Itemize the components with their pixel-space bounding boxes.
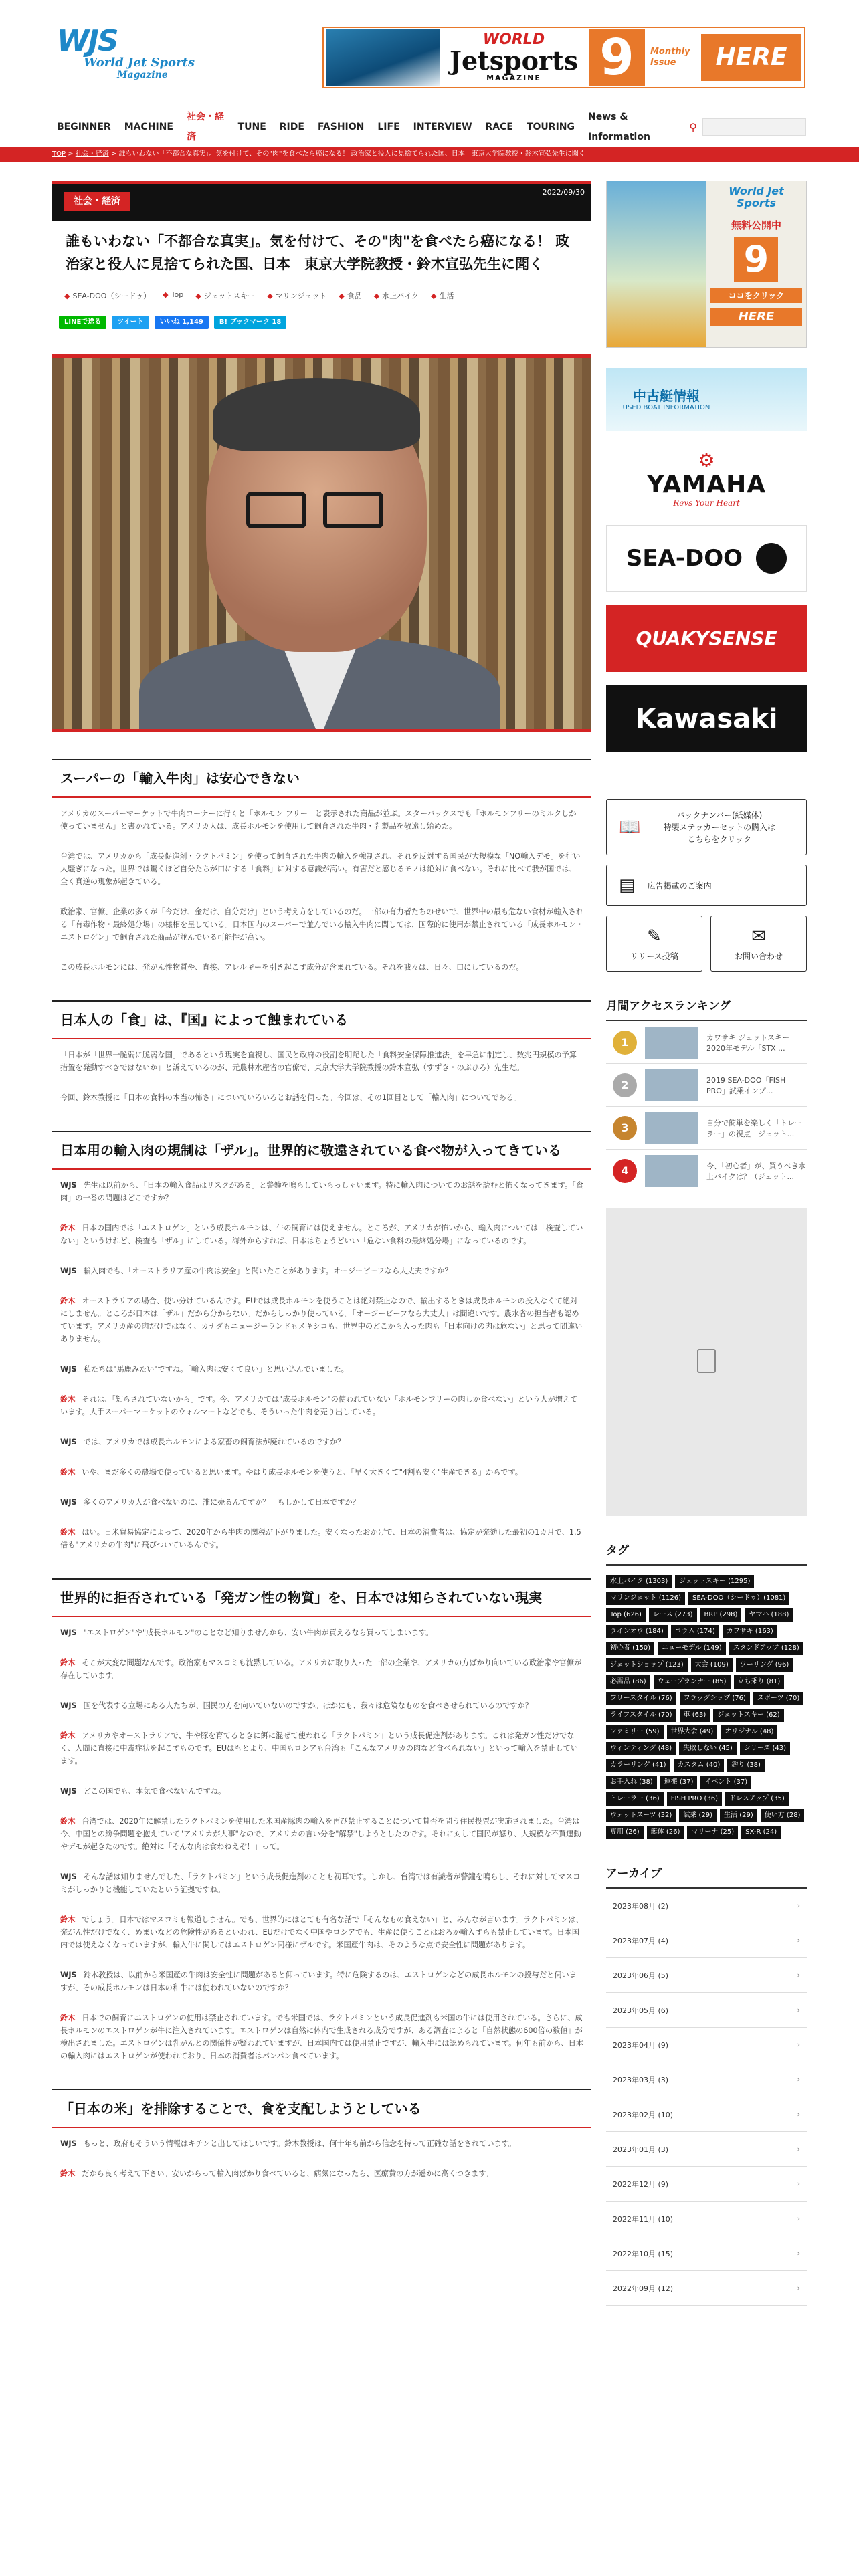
breadcrumb-category[interactable]: 社会・経済: [75, 150, 109, 158]
tag-cloud-item[interactable]: シリーズ (43): [740, 1742, 790, 1755]
nav-ride[interactable]: RIDE: [279, 122, 304, 132]
tag-cloud-item[interactable]: SX-R (24): [741, 1826, 781, 1839]
speaker-label: 鈴木: [60, 1817, 76, 1826]
chevron-right-icon: ›: [797, 1971, 800, 1979]
tag-link[interactable]: [163, 290, 183, 301]
contact-button[interactable]: [710, 916, 807, 972]
dialogue-text: でしょう。日本ではマスコミも報道しません。でも、世界的にはとても有名な話で「そんなもの食えない」と、みんなが言います。ラクトパミンは、発がん性だけでなく、めまいなどの危険性があるといわれ、EUだけでなく中国やロシアでも、生産に使うことはおろか輸入すらも禁止しています。日本国内では使えなくなっていますが、輸入牛に関してはエストロゲン同様にザルです。米国産牛肉は、そのような点で安全性に問題があります。: [60, 1915, 583, 1949]
speaker-label: WJS: [60, 1872, 77, 1881]
breadcrumb-home[interactable]: TOP: [52, 150, 66, 158]
archive-item[interactable]: [606, 1923, 807, 1958]
archive-item[interactable]: [606, 2236, 807, 2271]
facebook-like-button[interactable]: いいね 1,149: [155, 316, 209, 329]
broken-image-icon: [697, 1349, 716, 1373]
banner-world: WORLD: [482, 31, 545, 48]
nav-race[interactable]: RACE: [485, 122, 513, 132]
logo-line1: WJS: [57, 24, 118, 58]
seadoo-banner[interactable]: [606, 525, 807, 592]
tag-cloud-item[interactable]: ウェットスーツ (32): [606, 1809, 676, 1822]
tag-cloud-item[interactable]: カスタム (40): [674, 1759, 725, 1772]
pencil-icon: ✎: [647, 926, 662, 946]
tag-cloud-item[interactable]: ジェットスキー (62): [713, 1709, 783, 1722]
nav-life[interactable]: LIFE: [377, 122, 400, 132]
dialogue-text: アメリカやオーストラリアで、牛や豚を育てるときに餌に混ぜて使われる「ラクトパミン」という成長促進剤があります。これは発ガン性だけでなく、人間に直接に中毒症状を起こすものです。EUはもとより、中国もロシアも台湾も「こんなアメリカの肉など食べられない」といって輸入を禁止しています。: [60, 1731, 579, 1765]
release-button[interactable]: [606, 916, 702, 972]
archive-label: 2023年08月 (2): [613, 1901, 669, 1911]
tag-cloud-item[interactable]: レース (273): [649, 1608, 697, 1622]
hero-glasses: [323, 492, 383, 528]
paragraph: 台湾では、アメリカから「成長促進剤・ラクトパミン」を使って飼育された牛肉の輸入を強制され、それを反対する国民が大規模な「NO輸入デモ」を行い大騒ぎになった。世界では驚くほど自分たちが口にする「食料」に対する意識が高い。有害だと感じるモノは絶対に食べない。それに比べて我が国では、全く真逆の現象が起きている。: [60, 852, 581, 886]
chevron-right-icon: ›: [797, 2214, 800, 2223]
paragraph: 今回、鈴木教授に「日本の食料の本当の怖さ」についていろいろとお話を伺った。今回は、その1回目として「輸入肉」についてである。: [60, 1093, 522, 1102]
dialogue-line: [60, 1466, 583, 1479]
quicksense-name: QUAKYSENSE: [636, 627, 777, 649]
archive-list: [606, 1889, 807, 2306]
brp-logo-icon: [756, 543, 787, 574]
section-heading: スーパーの「輸入牛肉」は安心できない: [52, 759, 591, 798]
archive-label: 2023年05月 (6): [613, 2006, 669, 2015]
archive-label: 2023年01月 (3): [613, 2145, 669, 2154]
speaker-label: WJS: [60, 1628, 77, 1637]
contact-buttons: [606, 916, 807, 972]
dialogue-text: それは、「知らされていないから」です。今、アメリカでは"成長ホルモン"の使われていない「ホルモンフリーの肉しか食べない」という人が増えています。大手スーパーマーケットのウォルマートなどでも、そういった牛肉を売り出している。: [60, 1395, 578, 1416]
tag-cloud-item[interactable]: 試乗 (29): [679, 1809, 717, 1822]
line-share-button[interactable]: LINEで送る: [59, 316, 106, 329]
tag-cloud-item[interactable]: ウェーブランナー (85): [654, 1675, 731, 1689]
nav-news[interactable]: News & Information: [588, 112, 650, 142]
tag-cloud-item[interactable]: ジェットショップ (123): [606, 1658, 688, 1672]
magazine-ad-issue: 9: [734, 237, 778, 282]
site-logo[interactable]: [57, 24, 207, 87]
tag-icon: ◆: [195, 292, 201, 300]
nav-tune[interactable]: TUNE: [237, 122, 266, 132]
banner-here-button: HERE: [701, 34, 801, 81]
magazine-cover: [607, 181, 706, 347]
nav-fashion[interactable]: FASHION: [317, 122, 365, 132]
tag-label: 生活: [439, 292, 454, 300]
tweet-button[interactable]: ツイート: [112, 316, 149, 329]
speaker-label: WJS: [60, 1267, 77, 1275]
backnumber-button[interactable]: [606, 799, 807, 855]
used-boat-banner[interactable]: [606, 368, 807, 431]
dialogue-line: [60, 1656, 583, 1682]
yamaha-tagline: Revs Your Heart: [673, 498, 740, 508]
tag-label: Top: [171, 290, 184, 299]
dialogue-text: どこの国でも、本気で食べないんですね。: [83, 1787, 226, 1796]
tag-cloud-item[interactable]: イベント (37): [700, 1776, 751, 1789]
archive-label: 2022年09月 (12): [613, 2284, 674, 2293]
ad-placeholder: [606, 1208, 807, 1516]
tag-label: 水上バイク: [382, 292, 419, 300]
yamaha-logo-icon: ⚙: [698, 449, 715, 471]
archive-label: 2022年10月 (15): [613, 2249, 674, 2258]
tag-link[interactable]: [339, 290, 361, 301]
dialogue-text: 鈴木教授は、以前から米国産の牛肉は安全性に問題があると仰っています。特に危険するのは、エストロゲンなどの成長ホルモンの投与だと伺いますが、その成長ホルモンは日本の和牛には使われていないのですか？: [60, 1971, 577, 1992]
rank-thumbnail: [645, 1027, 698, 1059]
tag-link[interactable]: [431, 290, 454, 301]
speaker-label: 鈴木: [60, 1915, 76, 1924]
ranking-heading: 月間アクセスランキング: [606, 998, 807, 1021]
tag-cloud-item[interactable]: BRP (298): [700, 1608, 742, 1622]
seadoo-name: SEA-DOO: [626, 545, 743, 572]
ranking-item[interactable]: [606, 1064, 807, 1107]
tag-cloud-item[interactable]: マリーナ (25): [687, 1826, 738, 1839]
dialogue-line: [60, 1526, 583, 1551]
kawasaki-name: Kawasaki: [635, 704, 778, 734]
speaker-label: 鈴木: [60, 1528, 76, 1537]
site-header: [0, 0, 859, 110]
tag-label: SEA-DOO（シードゥ）: [72, 292, 151, 300]
tag-cloud-item[interactable]: スポーツ (70): [753, 1692, 803, 1705]
rank-badge: 3: [613, 1116, 637, 1140]
dialogue-line: [60, 2167, 583, 2180]
archive-item[interactable]: [606, 2097, 807, 2132]
nav-touring[interactable]: TOURING: [526, 122, 575, 132]
speaker-label: WJS: [60, 1498, 77, 1507]
page-title: 誰もいわない「不都合な真実」。気を付けて、その"肉"を食べたら癌になる！ 政治家と役人に見捨てられた国、日本 東京大学院教授・鈴木宣弘先生に聞く: [66, 233, 570, 272]
archive-item[interactable]: [606, 2202, 807, 2236]
used-boat-subtitle: USED BOAT INFORMATION: [622, 404, 710, 411]
tag-link[interactable]: [267, 290, 326, 301]
tag-icon: ◆: [163, 290, 169, 299]
search-icon[interactable]: ⚲: [689, 120, 697, 134]
nav-society-economy[interactable]: 社会・経済: [186, 112, 224, 142]
magazine-ad-free: 無料公開中: [731, 219, 781, 231]
release-label: リリース投稿: [630, 951, 678, 961]
tag-cloud-item[interactable]: 釣り (38): [727, 1759, 765, 1772]
dialogue-line: [60, 1363, 583, 1376]
dialogue-line: [60, 1265, 583, 1277]
archive-item[interactable]: [606, 2028, 807, 2062]
article: [52, 181, 591, 2180]
chevron-right-icon: ›: [797, 2179, 800, 2188]
tag-cloud-item[interactable]: ドレスアップ (35): [725, 1792, 789, 1806]
archive-item[interactable]: [606, 1993, 807, 2028]
logo-line3: Magazine: [117, 70, 168, 80]
backnumber-label: バックナンバー(紙媒体) 特製ステッカーセットの購入は こちらをクリック: [663, 811, 776, 844]
sidebar: [606, 181, 807, 2306]
logo-line2: World Jet Sports: [84, 56, 195, 70]
yamaha-name: YAMAHA: [646, 470, 767, 498]
rank-badge: 1: [613, 1031, 637, 1055]
dialogue-text: 日本での飼育にエストロゲンの使用は禁止されています。でも米国では、ラクトパミンという成長促進剤も米国の牛には使用されている。さらに、成長ホルモンのエストロゲンが牛に注入されています。エストロゲンは自然に体内で生成される成分ですが、ある調査によると「自然状態の600倍の数値」が検出されました。エストロゲンは乳がんとの関係性が疑われていますが、日本国内では使用禁止ですが、輸入牛には認められています。何年も前から、日本の輸入肉にはエストロゲンが使われており、日本の消費者はパンパン食べています。: [60, 2014, 584, 2060]
banner-issue-number: 9: [589, 29, 645, 86]
tag-icon: ◆: [373, 292, 380, 300]
tag-cloud-item[interactable]: 世界大会 (49): [667, 1725, 718, 1739]
dialogue-line: [60, 1295, 583, 1346]
tag-cloud-item[interactable]: マリンジェット (1126): [606, 1592, 685, 1605]
tag-cloud-item[interactable]: ウィンティング (48): [606, 1742, 676, 1755]
dialogue-line: [60, 1436, 583, 1448]
kawasaki-banner[interactable]: [606, 685, 807, 752]
section-heading: 日本人の「食」は、『国』によって蝕まれている: [52, 1000, 591, 1039]
search-input[interactable]: [702, 118, 806, 136]
magazine-ad-text: [706, 181, 806, 347]
tag-cloud-item[interactable]: ジェットスキー (1295): [675, 1575, 754, 1588]
dialogue-line: [60, 1626, 583, 1639]
paragraph: 政治家、官僚、企業の多くが「今だけ、金だけ、自分だけ」という考え方をしているのだ。一部の有力者たちのせいで、世界中の最も危ない食材が輸入される「有毒作物・最終処分場」の様相を呈している。日本国内のスーパーで並んでいる輸入牛肉に関しては、国際的に使用が禁止されている「成長ホルモン・エストロゲン」で飼育された商品が並んでいる可能性が高い。: [60, 907, 584, 942]
speaker-label: WJS: [60, 1787, 77, 1796]
archive-item[interactable]: [606, 2167, 807, 2202]
tag-cloud-item[interactable]: 立ち乗り (81): [734, 1675, 785, 1689]
tag-cloud-item[interactable]: オリジナル (48): [721, 1725, 777, 1739]
archive-item[interactable]: [606, 1889, 807, 1923]
dialogue-text: だから良く考えて下さい。安いからって輸入肉ばかり食べていると、病気になったら、医療費の方が遥かに高くつきます。: [82, 2169, 493, 2178]
speaker-label: WJS: [60, 1438, 77, 1446]
breadcrumb-separator: >: [110, 150, 119, 158]
speaker-label: WJS: [60, 1701, 77, 1710]
rank-thumbnail: [645, 1112, 698, 1144]
rank-title: カワサキ ジェットスキー2020年モデル「STX ...: [706, 1033, 790, 1053]
dialogue-line: [60, 1222, 583, 1247]
dialogue-line: [60, 1393, 583, 1418]
archive-item[interactable]: [606, 1958, 807, 1993]
ad-info-button[interactable]: [606, 865, 807, 906]
speaker-label: 鈴木: [60, 1224, 76, 1232]
tag-cloud-item[interactable]: ラインオウ (184): [606, 1625, 668, 1638]
magazine-free-ad[interactable]: [606, 181, 807, 348]
tag-icon: ◆: [431, 292, 437, 300]
banner-jetsports: Jetsports: [450, 45, 578, 76]
rank-thumbnail: [645, 1069, 698, 1101]
document-icon: ▤: [619, 875, 636, 895]
tag-icon: ◆: [64, 292, 70, 300]
speaker-label: WJS: [60, 1365, 77, 1374]
paragraph: この成長ホルモンには、発がん性物質や、直接、アレルギーを引き起こす成分が含まれている。それを我々は、日々、口にしているのだ。: [60, 963, 524, 972]
rank-title: 自分で簡単を楽しく「トレーラー」の視点 ジェット...: [706, 1118, 802, 1138]
tag-label: 食品: [347, 292, 362, 300]
tag-label: マリンジェット: [275, 292, 327, 300]
post-header: [52, 181, 591, 221]
tag-cloud-item[interactable]: フラッグシップ (76): [680, 1692, 750, 1705]
chevron-right-icon: ›: [797, 1936, 800, 1945]
tag-cloud-item[interactable]: 使い方 (28): [761, 1809, 805, 1822]
ad-info-label: 広告掲載のご案内: [647, 881, 712, 891]
speaker-label: 鈴木: [60, 2014, 76, 2022]
dialogue-text: 台湾では、2020年に解禁したラクトパミンを使用した米国産豚肉の輸入を再び禁止することについて賛否を問う住民投票が実施されました。台湾は今、中国との紛争問題を抱えていて"アメリカが大事"なので、アメリカの言い分を"解禁"しようとしたのです。それに対して国民が怒り、大規模な不買運動やデモが起きたのです。絶対に「そんな肉は食わねえぞ！」って。: [60, 1817, 581, 1851]
speaker-label: 鈴木: [60, 1297, 76, 1305]
hero-hair: [213, 378, 420, 451]
nav-interview[interactable]: INTERVIEW: [413, 122, 472, 132]
dialogue-line: [60, 1729, 583, 1767]
dialogue-line: [60, 1969, 583, 1994]
banner-monthly: Monthly Issue: [650, 47, 690, 68]
section-heading: 「日本の米」を排除することで、食を支配しようとしている: [52, 2089, 591, 2128]
archive-label: 2023年03月 (3): [613, 2075, 669, 2084]
archive-label: 2023年06月 (5): [613, 1971, 669, 1980]
tag-cloud-item[interactable]: ライフスタイル (70): [606, 1709, 676, 1722]
banner-title: [450, 33, 578, 82]
archive-label: 2022年11月 (10): [613, 2214, 674, 2224]
dialogue-line: [60, 1699, 583, 1712]
dialogue-text: "エストロゲン"や"成長ホルモン"のことなど知りませんから、安い牛肉が買えるなら買ってしまいます。: [83, 1628, 434, 1637]
speaker-label: 鈴木: [60, 1731, 76, 1740]
tag-cloud-item[interactable]: 生活 (29): [720, 1809, 757, 1822]
dialogue-text: 先生は以前から、「日本の輸入食品はリスクがある」と警鐘を鳴らしていらっしゃいます。特に輸入肉についてのお話を読むと怖くなってきます。「食肉」の一番の問題はどこですか？: [60, 1181, 583, 1202]
mail-icon: ✉: [751, 926, 766, 946]
tag-cloud-item[interactable]: お手入れ (38): [606, 1776, 657, 1789]
dialogue-line: [60, 2012, 583, 2062]
dialogue-line: [60, 1496, 583, 1509]
tag-cloud-item[interactable]: コラム (174): [671, 1625, 719, 1638]
tag-cloud-item[interactable]: Top (626): [606, 1608, 646, 1622]
section-heading: 日本用の輸入肉の規制は「ザル」。世界的に敬遠されている食べ物が入ってきている: [52, 1131, 591, 1170]
magazine-ad-here: HERE: [710, 308, 802, 326]
tags-heading: タグ: [606, 1543, 807, 1566]
dialogue-text: そんな話は知りませんでした、「ラクトパミン」という成長促進剤のことも初耳です。しかし、台湾では有識者が警鐘を鳴らし、それに対してマスコミがしっかりと機能していたという証拠ですね。: [60, 1872, 581, 1894]
dialogue-line: [60, 1815, 583, 1853]
hero-glasses: [246, 492, 306, 528]
dialogue-text: いや、まだ多くの農場で使っていると思います。やはり成長ホルモンを使うと、「早く大きくて"4割も安く"生産できる」からです。: [82, 1468, 522, 1477]
hero-image: [52, 354, 591, 732]
rank-title: 2019 SEA-DOO「FISH PRO」試乗インプ...: [706, 1075, 786, 1095]
banner-photo: [326, 29, 440, 86]
breadcrumb-separator: >: [68, 150, 76, 158]
dialogue-line: [60, 2137, 583, 2150]
chevron-right-icon: ›: [797, 1901, 800, 1910]
quicksense-banner[interactable]: [606, 605, 807, 672]
tag-cloud-item[interactable]: ファミリー (59): [606, 1725, 664, 1739]
tag-cloud-item[interactable]: 必需品 (86): [606, 1675, 650, 1689]
chevron-right-icon: ›: [797, 2249, 800, 2258]
archive-heading: アーカイブ: [606, 1866, 807, 1889]
chevron-right-icon: ›: [797, 2110, 800, 2119]
dialogue-line: [60, 1870, 583, 1896]
magazine-icon: 📖: [619, 817, 641, 837]
chevron-right-icon: ›: [797, 2006, 800, 2014]
dialogue-text: そこが大変な問題なんです。政治家もマスコミも沈黙している。アメリカに取り入った一部の企業や、アメリカの方ばかり向いている政治家や官僚が存在しています。: [60, 1658, 582, 1680]
paragraph: アメリカのスーパーマーケットで牛肉コーナーに行くと「ホルモン フリー」と表示された商品が並ぶ。スターバックスでも「ホルモンフリーのミルクしか使っていません」と書かれている。アメリカ人は、成長ホルモンを使用して飼育された牛肉・乳製品を敬遠し始めた。: [60, 809, 577, 831]
magazine-ad-click: ココをクリック: [710, 288, 802, 303]
dialogue-text: 国を代表する立場にある人たちが、国民の方を向いていないのですか。ほかにも、我々は危険なものを食べさせられているのですか？: [83, 1701, 533, 1710]
tag-cloud-item[interactable]: 車 (63): [680, 1709, 710, 1722]
tag-cloud-item[interactable]: 初心者 (150): [606, 1642, 654, 1655]
dialogue-line: [60, 1785, 583, 1798]
tag-cloud-item[interactable]: スタンドアップ (128): [729, 1642, 803, 1655]
hatena-bookmark-button[interactable]: B! ブックマーク 18: [214, 316, 286, 329]
dialogue-line: [60, 1913, 583, 1951]
rank-title: 今、「初心者」が、買うべき水上バイクは？（ジェット...: [706, 1161, 806, 1181]
dialogue-text: 輸入肉でも、「オーストラリア産の牛肉は安全」と聞いたことがあります。オージービーフなら大丈夫ですか？: [83, 1267, 452, 1275]
tag-cloud-item[interactable]: 水上バイク (1303): [606, 1575, 672, 1588]
share-buttons: [59, 316, 591, 329]
speaker-label: WJS: [60, 1971, 77, 1979]
nav-beginner[interactable]: BEGINNER: [57, 122, 111, 132]
ranking-item[interactable]: [606, 1150, 807, 1192]
breadcrumb-current: 誰もいわない「不都合な真実」。気を付けて、その"肉"を食べたら癌になる！ 政治家と役人に見捨てられた国、日本 東京大学院教授・鈴木宣弘先生に聞く: [118, 150, 585, 158]
rank-badge: 2: [613, 1073, 637, 1097]
tag-cloud-item[interactable]: フリースタイル (76): [606, 1692, 676, 1705]
dialogue-line: [60, 1179, 583, 1204]
breadcrumb: [0, 147, 859, 162]
tag-cloud-item[interactable]: SEA-DOO（シードゥ）(1081): [688, 1592, 789, 1605]
tag-cloud-item[interactable]: カラーリング (41): [606, 1759, 670, 1772]
ranking-item[interactable]: [606, 1107, 807, 1150]
speaker-label: 鈴木: [60, 1658, 76, 1667]
dialogue-text: はい。日米貿易協定によって、2020年から牛肉の関税が下がりました。安くなったおかげで、日本の消費者は、協定が発効した最初の1カ月で、1.5倍も"アメリカの牛肉"に飛びついているんです。: [60, 1528, 581, 1549]
speaker-label: WJS: [60, 2139, 77, 2148]
tag-label: ジェットスキー: [203, 292, 256, 300]
nav-machine[interactable]: MACHINE: [124, 122, 173, 132]
tag-cloud-item[interactable]: FISH PRO (36): [667, 1792, 722, 1806]
rank-thumbnail: [645, 1155, 698, 1187]
ranking-item[interactable]: [606, 1021, 807, 1064]
archive-label: 2023年02月 (10): [613, 2110, 674, 2119]
speaker-label: 鈴木: [60, 1468, 76, 1477]
archive-label: 2022年12月 (9): [613, 2179, 669, 2189]
tag-link[interactable]: [374, 290, 419, 301]
tag-cloud-item[interactable]: ツーリング (96): [736, 1658, 793, 1672]
dialogue-text: 日本の国内では「エストロゲン」という成長ホルモンは、牛の飼育には使えません。ところが、アメリカが怖いから、輸入肉については「検査していない」というけれど、検査も「ザル」にしている。海外からすれば、日本はちょうどいい「危ない食料の最終処分場」になっているのです。: [60, 1224, 583, 1245]
tag-cloud-item[interactable]: 運搬 (37): [660, 1776, 698, 1789]
tag-cloud-item[interactable]: ヤマハ (188): [745, 1608, 793, 1622]
chevron-right-icon: ›: [797, 2075, 800, 2084]
speaker-label: WJS: [60, 1181, 77, 1190]
chevron-right-icon: ›: [797, 2145, 800, 2153]
tag-icon: ◆: [267, 292, 273, 300]
yamaha-banner[interactable]: [606, 445, 807, 512]
chevron-right-icon: ›: [797, 2284, 800, 2292]
dialogue-text: 多くのアメリカ人が食べないのに、誰に売るんですか？ もしかして日本ですか？: [83, 1498, 360, 1507]
section-heading: 世界的に拒否されている「発ガン性の物質」を、日本では知らされていない現実: [52, 1578, 591, 1617]
archive-label: 2023年07月 (4): [613, 1936, 669, 1945]
archive-label: 2023年04月 (9): [613, 2040, 669, 2050]
archive-item[interactable]: [606, 2062, 807, 2097]
tag-link[interactable]: [195, 290, 255, 301]
post-date: 2022/09/30: [542, 188, 585, 197]
tag-cloud: [606, 1575, 807, 1839]
main-nav: [57, 112, 806, 142]
speaker-label: 鈴木: [60, 1395, 76, 1404]
tag-cloud-item[interactable]: トレーラー (36): [606, 1792, 664, 1806]
tag-cloud-item[interactable]: 失敗しない (45): [679, 1742, 737, 1755]
dialogue-text: もっと、政府もそういう情報はキチンと出してほしいです。鈴木教授は、何十年も前から信念を持って正確な話をされています。: [83, 2139, 516, 2148]
used-boat-title: 中古艇情報: [633, 388, 700, 404]
tag-cloud-item[interactable]: カワサキ (163): [723, 1625, 777, 1638]
archive-item[interactable]: [606, 2132, 807, 2167]
banner-magazine: MAGAZINE: [486, 74, 541, 82]
tag-cloud-item[interactable]: ニューモデル (149): [658, 1642, 726, 1655]
contact-label: お問い合わせ: [734, 951, 783, 961]
tag-cloud-item[interactable]: 大会 (109): [691, 1658, 733, 1672]
category-badge[interactable]: 社会・経済: [64, 192, 130, 211]
dialogue-text: 私たちは"馬鹿みたい"ですね。「輸入肉は安くて良い」と思い込んでいました。: [83, 1365, 349, 1374]
speaker-label: 鈴木: [60, 2169, 76, 2178]
tag-link[interactable]: [64, 290, 151, 301]
dialogue-text: オーストラリアの場合、使い分けているんです。EUでは成長ホルモンを使うことは絶対禁止なので、輸出するときは成長ホルモンの投入なくて絶対にしません。ところが日本は「ザル」だから分からない。だからしっかり使っている。「オージービーフなら大丈夫」は間違いです。農水省の担当者も認めています。アメリカ産の肉だけではなく、カナダもニュージーランドもメキシコも、世界中のどこから入った肉も「日本向けの肉は危ない」と思って間違いありません。: [60, 1297, 583, 1344]
chevron-right-icon: ›: [797, 2040, 800, 2049]
tag-cloud-item[interactable]: 艇体 (26): [647, 1826, 684, 1839]
article-tags: [64, 290, 591, 301]
paragraph: 「日本が「世界一脆弱に脆弱な国」であるという現実を直視し、国民と政府の役割を明記した「食料安全保障推進法」を早急に制定し、数兆円規模の予算措置を発動すべきではないか」と訴えているのが、元農林水産省の官僚で、東京大学大学院教授の鈴木宣弘（すずき・のぶひろ）先生だ。: [60, 1051, 577, 1072]
archive-item[interactable]: [606, 2271, 807, 2306]
rank-badge: 4: [613, 1159, 637, 1183]
dialogue-text: では、アメリカでは成長ホルモンによる家畜の飼育法が廃れているのですか？: [83, 1438, 345, 1446]
tag-cloud-item[interactable]: 専用 (26): [606, 1826, 644, 1839]
magazine-banner[interactable]: [322, 27, 805, 88]
magazine-ad-logo: World Jet Sports: [729, 185, 784, 209]
tag-icon: ◆: [339, 292, 345, 300]
